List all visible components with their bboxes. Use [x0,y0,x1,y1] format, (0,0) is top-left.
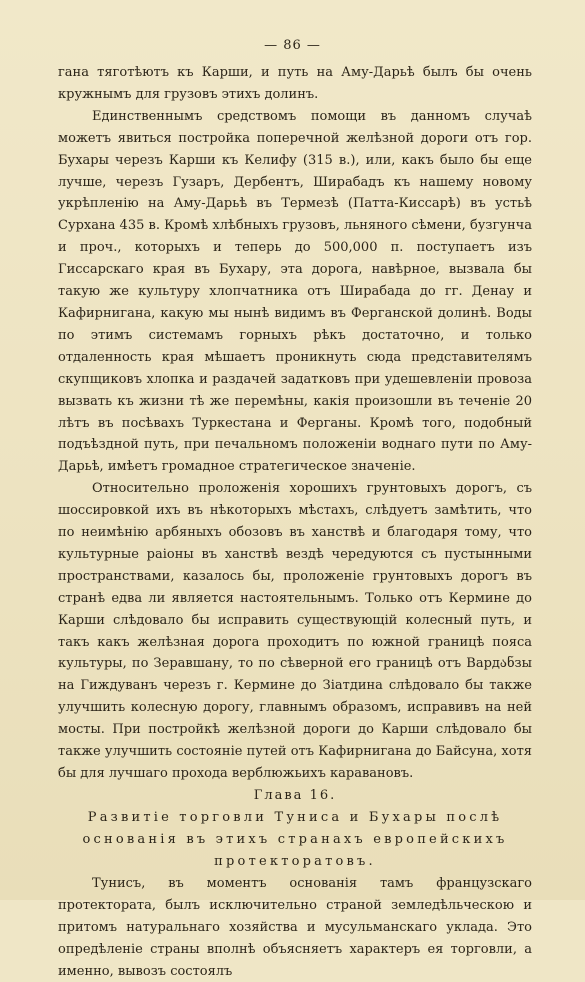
paragraph-2: Единственнымъ средствомъ помощи въ данномъ случаѣ можетъ явиться постройка поперечной желѣзной дороги отъ гор. Бухары черезъ Карши къ Келифу (315 в.), или, какъ было бы еще лучше, черезъ Гузаръ, Дербентъ, Ширабадъ къ нашему новому укрѣпленію на Аму-Дарьѣ въ Термезѣ (Патта-Киссарѣ) въ устьѣ Сурхана 435 в. Кромѣ хлѣбныхъ грузовъ, льняного сѣмени, бузгунча и проч., которыхъ и теперь до 500,000 п. поступаетъ изъ Гиссарскаго края въ Бухару, эта дорога, навѣрное, вызвала бы такую же культуру хлопчатника отъ Ширабада до гг. Денау и Кафирнигана, какую мы нынѣ видимъ въ Ферганской долинѣ. Воды по этимъ системамъ горныхъ рѣкъ достаточно, и только отдаленность края мѣшаетъ проникнуть сюда представителямъ скупщиковъ хлопка и раздачей задатковъ при удешевленіи провоза вызвать къ жизни тѣ же перемѣны, какія произошли въ теченіе 20 лѣтъ въ посѣвахъ Туркестана и Ферганы. Кромѣ того, подобный подъѣздной путь, при печальномъ положеніи воднаго пути по Аму-Дарьѣ, имѣетъ громадное стратегическое значеніе. [58,108,532,475]
paragraph-1: гана тяготѣютъ къ Карши, и путь на Аму-Дарьѣ былъ бы очень кружнымъ для грузовъ этихъ долинъ. [58,65,532,102]
chapter-heading: Глава 16. [253,787,337,803]
page-body [58,62,532,982]
page-number: — 86 — [264,38,321,53]
chapter-title: Развитіе торговли Туниса и Бухары послѣ основанія въ этихъ странахъ европейскихъ протекторатовъ. [82,809,508,869]
paragraph-3: Относительно проложенія хорошихъ грунтовыхъ дорогъ, съ шоссировкой ихъ въ нѣкоторыхъ мѣстахъ, слѣдуетъ замѣтить, что по неимѣнію арбяныхъ обозовъ въ ханствѣ и благодаря тому, что культурные раіоны въ ханствѣ вездѣ чередуются съ пустынными пространствами, казалось бы, проложеніе грунтовыхъ дорогъ въ странѣ едва ли является настоятельнымъ. Только отъ Кермине до Карши слѣдовало бы исправить существующій колесный путь, и такъ какъ желѣзная дорога проходитъ по южной границѣ пояса культуры, по Зеравшану, то по сѣверной его границѣ отъ Вардანзы на Гиждуванъ черезъ г. Кермине до Зіатдина слѣдовало бы также улучшить колесную дорогу, главнымъ образомъ, исправивъ на ней мосты. При постройкѣ желѣзной дороги до Карши слѣдовало бы также улучшить состояніе путей отъ Кафирнигана до Байсуна, хотя бы для лучшаго прохода верблюжьихъ каравановъ. [58,481,532,781]
paragraph-4: Тунисъ, въ моментъ основанія тамъ французскаго протектората, былъ исключительно страной земледѣльческою и притомъ натуральнаго хозяйства и мусульманскаго уклада. Это опредѣленіе страны вполнѣ объясняетъ характеръ ея торговли, а именно, вывозъ состоялъ [58,875,532,979]
